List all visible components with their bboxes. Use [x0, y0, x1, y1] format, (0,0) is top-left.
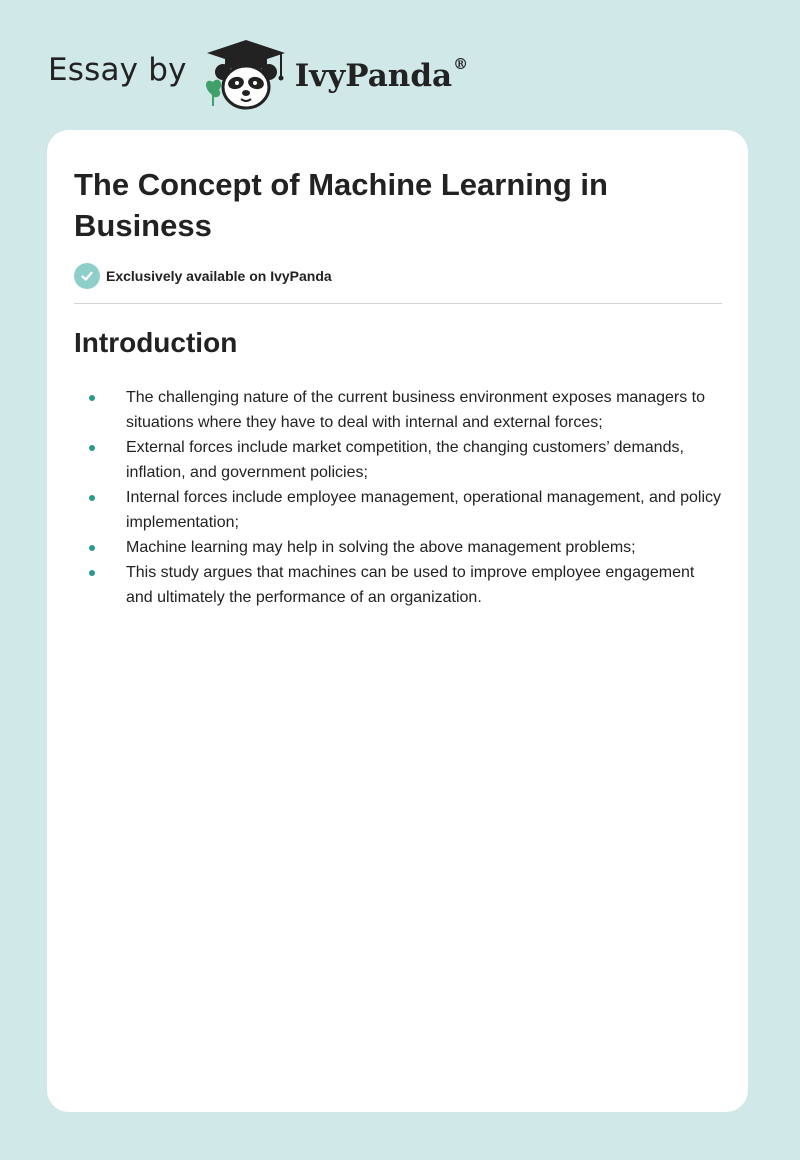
exclusive-badge-label: Exclusively available on IvyPanda [106, 268, 332, 284]
list-item: Machine learning may help in solving the above management problems; [74, 535, 724, 560]
list-item: This study argues that machines can be used to improve employee engagement and ultimately the performance of an organization. [74, 560, 724, 610]
bullet-dot-icon [89, 445, 95, 451]
exclusive-badge [74, 263, 332, 289]
brand-name[interactable]: IvyPanda® [294, 54, 469, 94]
list-item: The challenging nature of the current business environment exposes managers to situations where they have to deal with internal and external forces; [74, 385, 724, 435]
checkmark-icon [74, 263, 100, 289]
bullet-dot-icon [89, 570, 95, 576]
site-header [48, 34, 468, 114]
bullet-list [74, 385, 724, 610]
essay-card [47, 130, 748, 1112]
list-item: External forces include market competition, the changing customers’ demands, inflation, and government policies; [74, 435, 724, 485]
section-title: Introduction [74, 327, 238, 358]
registered-mark: ® [453, 54, 469, 73]
essay-by-label: Essay by [48, 52, 187, 88]
divider [74, 303, 722, 304]
list-item: Internal forces include employee management, operational management, and policy implementation; [74, 485, 724, 535]
bullet-dot-icon [89, 395, 95, 401]
page-title: The Concept of Machine Learning in Business [74, 167, 608, 243]
panda-graduate-cap-icon [201, 36, 291, 112]
bullet-dot-icon [89, 545, 95, 551]
bullet-dot-icon [89, 495, 95, 501]
